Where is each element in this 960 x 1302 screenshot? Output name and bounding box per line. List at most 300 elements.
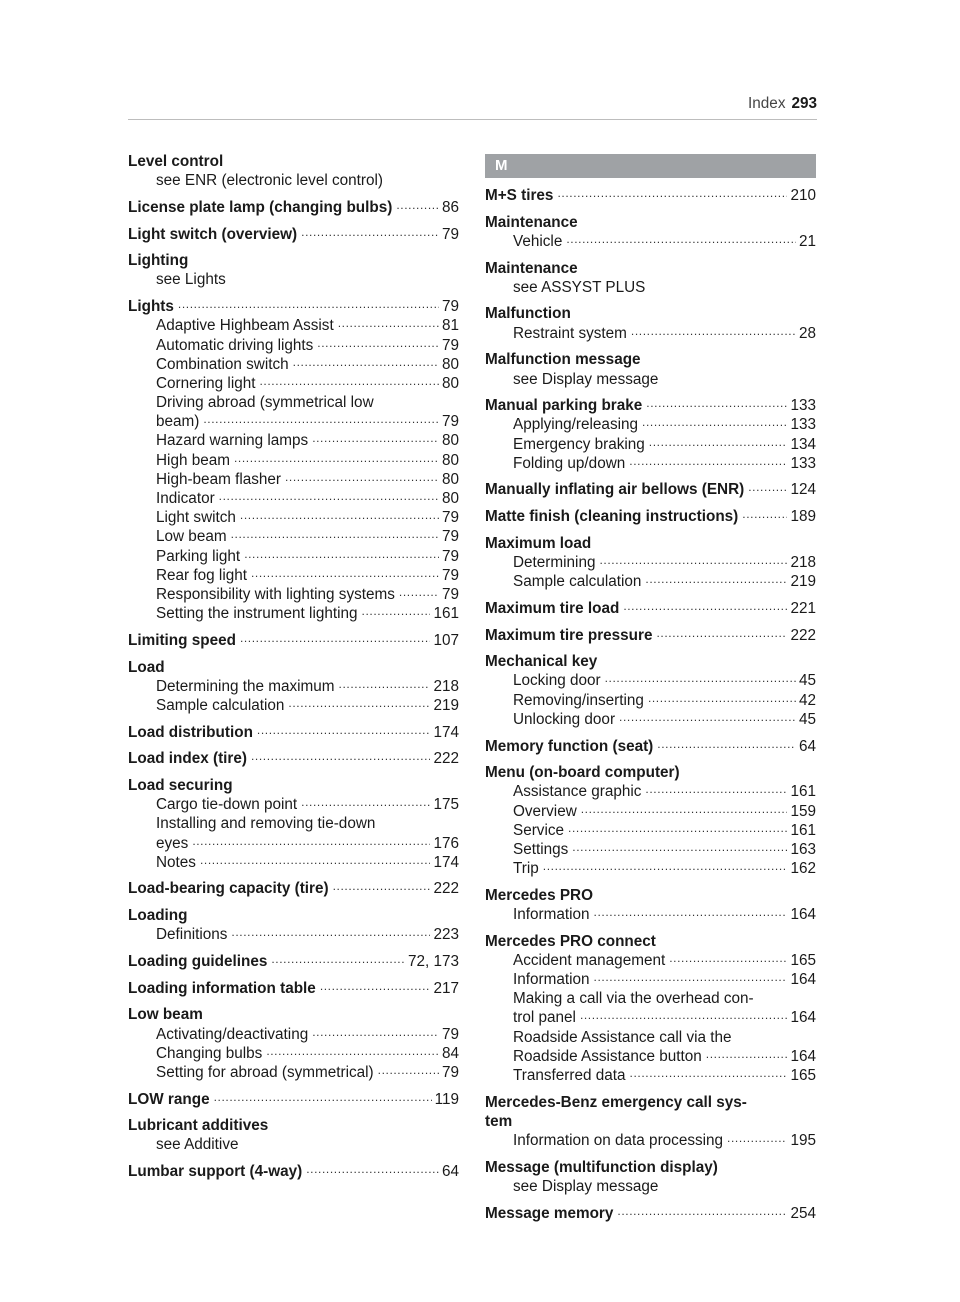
index-term: Lubricant additives [128,1117,269,1135]
dot-leader [306,1159,439,1179]
page-reference: 45 [798,672,816,690]
index-term-line [128,1162,459,1181]
subentry-text: Driving abroad (symmetrical low [156,394,374,412]
subentry-text: see Display message [513,1177,659,1195]
page-reference: 163 [790,840,816,858]
page-reference: 222 [433,750,459,768]
page-reference: 222 [433,880,459,898]
index-subentry [485,324,816,343]
subentry-text: Assistance graphic [513,783,642,801]
dot-leader [706,1044,788,1064]
subentry-text: eyes [156,834,189,852]
page-reference: 79 [441,1025,459,1043]
index-term-line [485,186,816,205]
index-entry [485,304,816,342]
dot-leader [231,524,439,544]
index-term-line [485,350,816,369]
index-entry [485,186,816,205]
index-subentry [485,278,816,297]
index-term: Message memory [485,1204,614,1222]
subentry-text: Setting the instrument lighting [156,605,358,623]
subentry-text: see ASSYST PLUS [513,278,646,296]
page-reference: 159 [790,802,816,820]
subentry-text: Restraint system [513,324,627,342]
header-label: Index [748,95,786,112]
index-entry [128,297,459,623]
subentry-text: Determining the maximum [156,677,335,695]
index-term: M+S tires [485,187,554,204]
index-term-line [485,1204,816,1223]
dot-leader [645,779,787,799]
index-entry [128,1090,459,1109]
index-entry [485,213,816,251]
dot-leader [599,550,787,570]
index-term: Maximum tire pressure [485,626,653,644]
subentry-text: Light switch [156,509,236,527]
index-subentry [128,1063,459,1082]
index-subentry [485,1008,816,1027]
index-term-line [128,749,459,768]
page-reference: 165 [790,951,816,969]
index-subentry [485,970,816,989]
index-term: Load [128,658,165,676]
index-subentry [485,859,816,878]
page-reference: 189 [790,508,816,526]
dot-leader [568,818,787,838]
index-entry [485,507,816,526]
section-letter-band: M [485,154,816,178]
dot-leader [271,949,405,969]
dot-leader [396,195,439,215]
page-reference: 79 [441,547,459,565]
index-subentry [485,370,816,389]
page-reference: 219 [790,573,816,591]
index-entry [485,1204,816,1223]
dot-leader [566,229,796,249]
page-reference: 79 [441,566,459,584]
subentry-text: Notes [156,853,196,871]
index-subentry [485,232,816,251]
index-term-line [128,225,459,244]
page-reference: 176 [433,834,459,852]
subentry-text: High beam [156,451,230,469]
dot-leader [646,393,787,413]
index-entry [128,979,459,998]
index-term: Loading [128,907,188,925]
index-term: Maintenance [485,259,578,277]
index-term: Manually inflating air bellows (ENR) [485,481,745,499]
index-term: Memory function (seat) [485,737,654,755]
dot-leader [317,333,439,353]
dot-leader [266,1041,439,1061]
subentry-text: trol panel [513,1009,576,1027]
index-subentry [485,710,816,729]
dot-leader [301,222,439,242]
index-entry [128,1116,459,1154]
index-term: Load distribution [128,723,253,741]
dot-leader [288,693,430,713]
page-reference: 254 [790,1204,816,1222]
index-term: Mercedes PRO connect [485,932,656,950]
subentry-text: Locking door [513,672,601,690]
page-reference: 84 [441,1044,459,1062]
subentry-text: High-beam flasher [156,470,281,488]
subentry-text: Sample calculation [156,696,285,714]
dot-leader [293,352,439,372]
page-reference: 80 [441,355,459,373]
subentry-text: Indicator [156,490,215,507]
subentry-text: Applying/releasing [513,416,639,434]
dot-leader [605,668,796,688]
index-term: Manual parking brake [485,397,643,415]
index-term-line [485,737,816,756]
page-reference: 164 [790,1047,816,1065]
page-reference: 223 [433,926,459,944]
index-term-line [128,723,459,742]
index-term: Menu (on-board computer) [485,764,680,782]
dot-leader [543,856,788,876]
subentry-text: Responsibility with lighting systems [156,585,395,603]
subentry-text: Information on data processing [513,1132,724,1150]
page-reference: 28 [798,324,816,342]
index-entry [128,152,459,190]
index-term-line [485,259,816,278]
page-reference: 80 [441,490,459,507]
index-entry [128,749,459,768]
page-reference: 45 [798,710,816,728]
index-term-line [128,251,459,270]
page-reference: 162 [790,860,816,878]
page-reference: 218 [790,554,816,571]
index-entry [128,952,459,971]
subentry-text: Settings [513,840,569,858]
page-reference: 79 [441,1063,459,1081]
index-term: Maintenance [485,213,578,231]
subentry-text: Automatic driving lights [156,336,314,354]
dot-leader [244,544,439,564]
index-subentry [485,1066,816,1085]
index-term: Light switch (overview) [128,225,298,243]
page-reference: 164 [790,971,816,989]
page-reference: 174 [433,853,459,871]
dot-leader [312,428,439,448]
page-reference: 165 [790,1067,816,1084]
dot-leader [645,569,787,589]
index-entry [485,886,816,924]
subentry-text: Transferred data [513,1067,626,1084]
page-reference: 81 [441,317,459,335]
index-term: Mechanical key [485,653,598,671]
index-term-line [485,480,816,499]
subentry-text: Activating/deactivating [156,1025,309,1043]
index-term-line [485,507,816,526]
dot-leader [192,831,430,851]
index-entry [128,658,459,716]
page-reference: 64 [441,1163,459,1181]
page-reference: 161 [790,783,816,801]
dot-leader [748,477,787,497]
index-entry [485,652,816,729]
dot-leader [657,734,796,754]
index-term: Lumbar support (4-way) [128,1163,303,1181]
dot-leader [629,451,787,471]
index-entry [128,906,459,944]
index-entry [128,1005,459,1082]
subentry-text: Unlocking door [513,710,616,728]
dot-leader [594,902,788,922]
dot-leader [399,582,439,602]
index-term-line [128,198,459,217]
page-reference: 195 [790,1132,816,1150]
subentry-text: Changing bulbs [156,1044,263,1062]
index-entry [485,350,816,388]
index-subentry [485,1177,816,1196]
index-term: Limiting speed [128,631,236,649]
index-term-line [128,879,459,898]
dot-leader [631,321,796,341]
index-subentry [128,696,459,715]
subentry-text: Setting for abroad (symmetrical) [156,1063,374,1081]
index-term: Maximum tire load [485,599,620,617]
page-reference: 42 [798,691,816,709]
dot-leader [572,837,787,857]
page-reference: 80 [441,470,459,488]
dot-leader [234,448,439,468]
subentry-text: Low beam [156,528,227,546]
page-reference: 79 [441,509,459,527]
subentry-text: Roadside Assistance call via the [513,1028,732,1046]
dot-leader [648,688,796,708]
index-entry [485,932,816,1086]
page-reference: 124 [790,481,816,499]
index-term-line [485,626,816,645]
page-reference: 119 [434,1090,459,1108]
index-entry [128,198,459,217]
page-reference: 79 [441,298,459,316]
dot-leader [312,1022,439,1042]
page-reference: 164 [790,906,816,923]
dot-leader [203,409,439,429]
subentry-text: Service [513,821,565,839]
index-term-line [128,979,459,998]
index-entry [128,251,459,289]
subentry-text: Combination switch [156,355,289,373]
header-rule [128,119,817,120]
page-reference: 164 [790,1009,816,1027]
dot-leader [617,1201,787,1221]
page-reference: 21 [798,232,816,250]
subentry-text: Roadside Assistance button [513,1047,702,1065]
index-term-line [128,1090,459,1109]
index-subentry [485,572,816,591]
dot-leader [642,412,787,432]
index-term-line [128,152,459,171]
index-term: Loading guidelines [128,952,268,970]
subentry-text: Adaptive Highbeam Assist [156,317,334,335]
page-reference: 174 [433,723,459,741]
index-term: Load index (tire) [128,750,247,768]
dot-leader [338,313,439,333]
index-term: Loading information table [128,979,316,997]
dot-leader [251,563,439,583]
page-reference: 217 [433,979,459,997]
dot-leader [301,792,430,812]
subentry-text: see ENR (electronic level control) [156,172,383,190]
index-term: License plate lamp (changing bulbs) [128,198,393,216]
page-reference: 222 [790,626,816,644]
page-reference: 175 [433,796,459,814]
subentry-text: Accident management [513,951,666,969]
subentry-text: Installing and removing tie-down [156,815,376,833]
dot-leader [594,967,788,987]
index-term: Low beam [128,1006,203,1024]
index-subentry [485,454,816,473]
index-subentry [128,925,459,944]
index-term: Matte finish (cleaning instructions) [485,508,739,526]
index-entry [485,1158,816,1196]
index-subentry [128,795,459,814]
subentry-text: Hazard warning lamps [156,432,309,450]
dot-leader [656,623,787,643]
index-entry [128,1162,459,1181]
index-subentry [128,604,459,623]
page-reference: 133 [790,397,816,415]
index-entry [128,631,459,650]
running-head [748,94,817,113]
index-term-line [128,952,459,971]
page-reference: 218 [433,677,459,695]
page-reference: 79 [441,528,459,546]
dot-leader [200,850,431,870]
index-term: Message (multifunction display) [485,1158,718,1176]
page-reference: 219 [433,696,459,714]
index-column-left [128,152,459,1189]
subentry-text: Information [513,906,590,923]
index-entry [485,599,816,618]
dot-leader [581,799,788,819]
index-subentry [128,1135,459,1154]
subentry-text: see Display message [513,370,659,388]
dot-leader [214,1087,432,1107]
subentry-text: beam) [156,413,200,431]
subentry-text: Folding up/down [513,454,626,472]
index-term: Lighting [128,252,189,270]
dot-leader [727,1128,787,1148]
page-reference: 80 [441,432,459,450]
subentry-text: Removing/inserting [513,691,644,709]
subentry-text: Information [513,971,590,989]
page-number: 293 [791,95,817,112]
dot-leader [320,976,431,996]
page-reference: 80 [441,374,459,392]
index-entry [128,879,459,898]
index-entry [128,776,459,872]
page-reference: 161 [433,605,459,623]
subentry-text: see Lights [156,271,226,289]
index-entry [485,737,816,756]
index-term: Malfunction message [485,351,641,369]
index-term-line [485,1158,816,1177]
page-reference: 107 [433,631,459,649]
index-term: Malfunction [485,305,571,323]
page-reference: 64 [798,737,816,755]
index-entry [485,763,816,878]
page-reference: 79 [441,225,459,243]
index-term: LOW range [128,1090,210,1108]
page-header [128,92,817,120]
subentry-text: Definitions [156,926,228,944]
page-reference: 161 [790,821,816,839]
subentry-text: Rear fog light [156,566,247,584]
page-reference: 210 [790,187,816,204]
index-rows-right [485,186,816,1223]
index-entry [485,1093,816,1151]
dot-leader [240,628,431,648]
index-subentry [128,853,459,872]
index-term-line [128,631,459,650]
dot-leader [623,596,787,616]
subentry-text: Cornering light [156,374,256,392]
subentry-text: Parking light [156,547,241,565]
index-term-line [485,1093,816,1112]
index-subentry [128,374,459,393]
dot-leader [362,601,431,621]
page-reference: 79 [441,585,459,603]
dot-leader [742,504,787,524]
index-term: tem [485,1112,513,1130]
index-subentry [485,1131,816,1150]
subentry-text: Trip [513,860,539,878]
index-subentry [128,171,459,190]
index-entry [485,396,816,473]
subentry-text: Sample calculation [513,573,642,591]
dot-leader [339,674,431,694]
index-term: Mercedes PRO [485,886,593,904]
index-entry [485,259,816,297]
index-entry [485,480,816,499]
page-reference: 221 [790,599,816,617]
dot-leader [259,371,439,391]
subentry-text: see Additive [156,1136,239,1154]
dot-leader [285,467,439,487]
page-reference: 79 [441,336,459,354]
dot-leader [619,707,796,727]
subentry-text: Vehicle [513,232,563,250]
page-reference: 72, 173 [407,952,459,970]
index-entry [485,534,816,592]
dot-leader [251,746,430,766]
index-entry [128,225,459,244]
index-entry [128,723,459,742]
dot-leader [257,720,431,740]
dot-leader [178,294,439,314]
dot-leader [557,183,787,203]
page-reference: 80 [441,451,459,469]
page-reference: 134 [790,435,816,453]
index-term: Level control [128,153,224,170]
index-term: Load securing [128,776,233,794]
dot-leader [649,432,788,452]
dot-leader [219,486,439,506]
dot-leader [669,948,787,968]
subentry-text: Making a call via the overhead con- [513,990,754,1008]
index-term-line [485,599,816,618]
subentry-text: Emergency braking [513,435,645,453]
dot-leader [240,505,439,525]
index-term: Load-bearing capacity (tire) [128,880,329,898]
index-term: Mercedes-Benz emergency call sys- [485,1093,747,1111]
dot-leader [231,922,430,942]
